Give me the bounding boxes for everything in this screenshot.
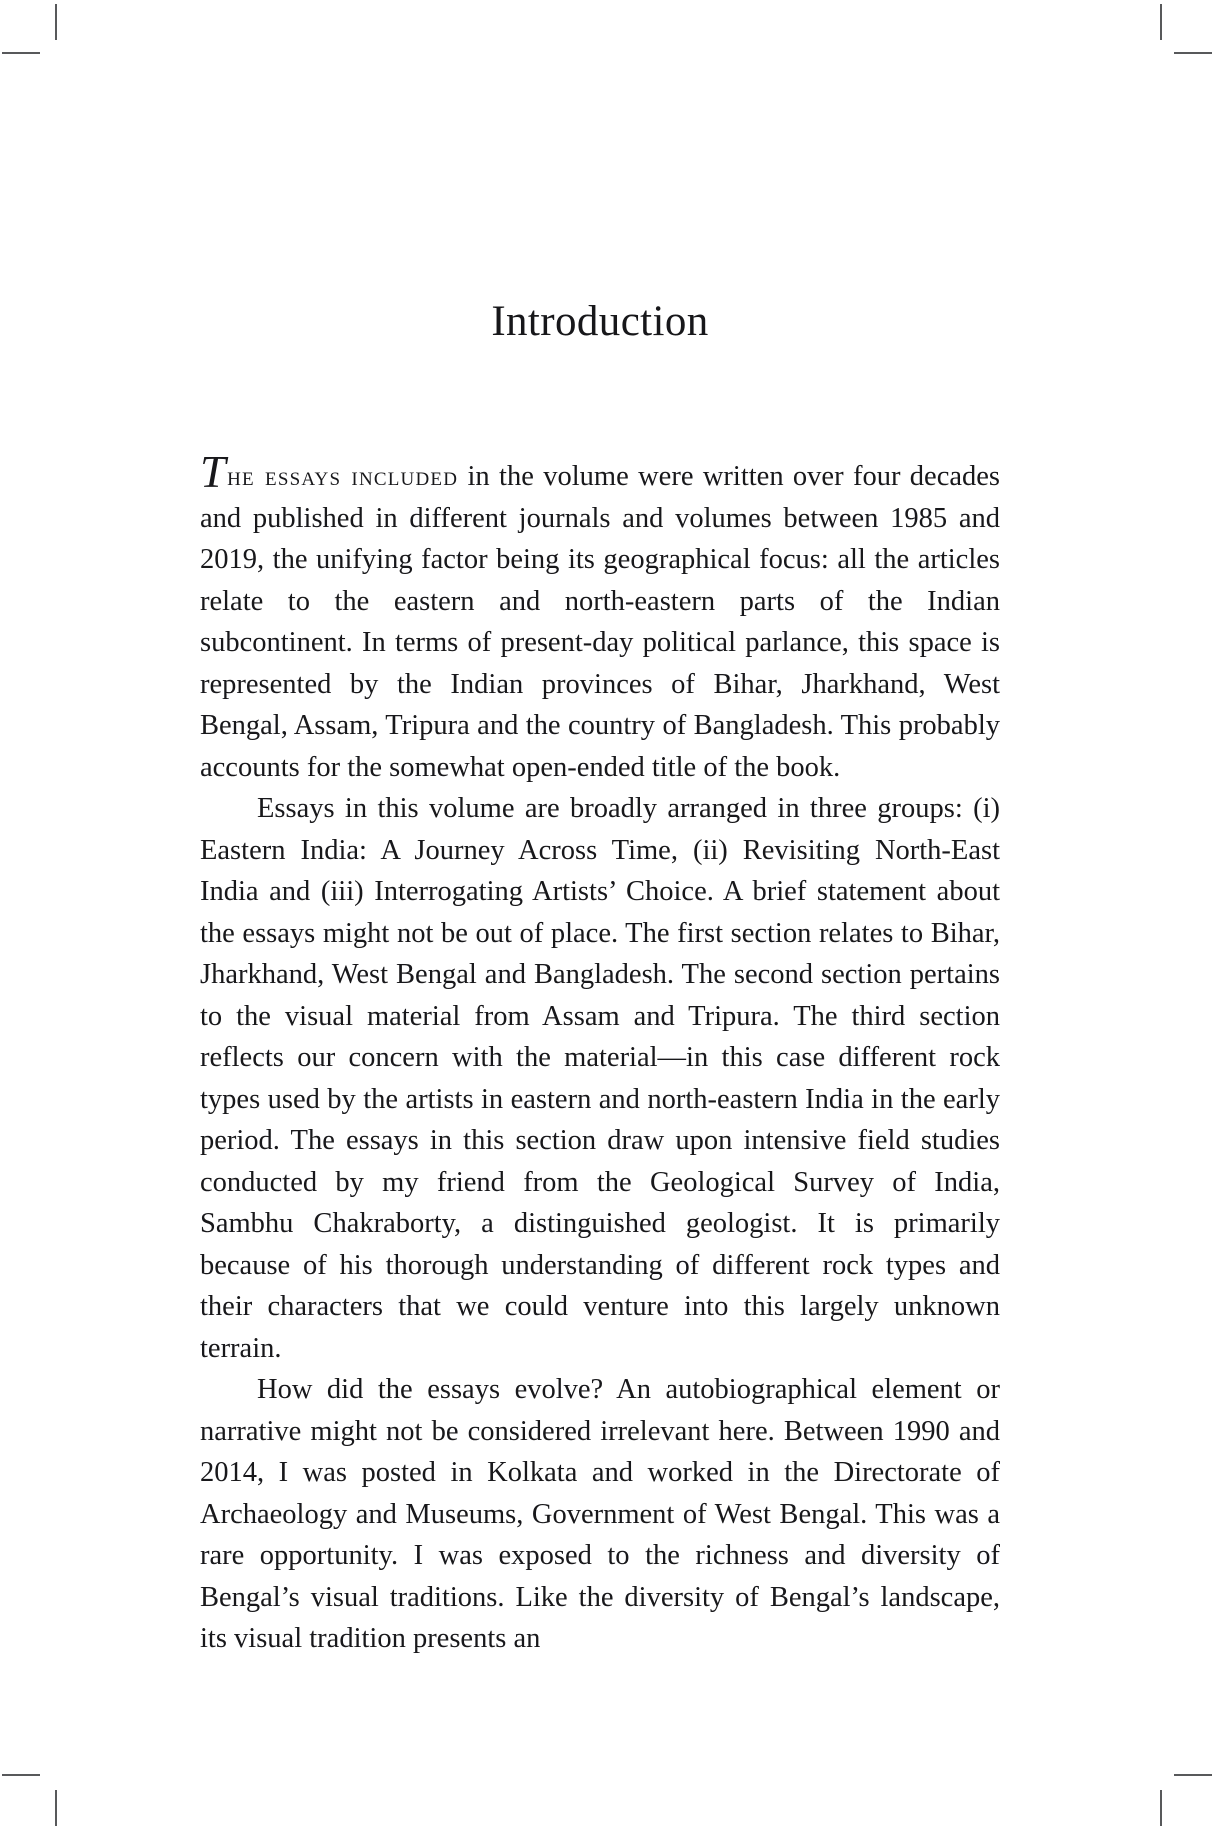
crop-mark-top-right-vertical — [1160, 4, 1162, 40]
initial-capital: T — [200, 446, 227, 497]
crop-mark-bottom-right-vertical — [1160, 1790, 1162, 1826]
opening-small-caps: he essays included — [227, 461, 459, 491]
chapter-title: Introduction — [491, 298, 709, 345]
crop-mark-bottom-right-horizontal — [1174, 1774, 1212, 1776]
text-column — [200, 0, 1000, 1660]
body-text — [200, 446, 1000, 1660]
paragraph-3: How did the essays evolve? An autobiographical element or narrative might not be considered irrelevant here. Between 1990 and 2014, I was posted in Kolkata and worked in the Directorate of Archaeology and Museums, Government of West Bengal. This was a rare opportunity. I was exposed to the richness and diversity of Bengal’s visual traditions. Like the diversity of Bengal’s landscape, its visual tradition presents an — [200, 1374, 1000, 1654]
crop-mark-top-left-horizontal — [2, 52, 40, 54]
crop-mark-bottom-left-vertical — [55, 1790, 57, 1826]
crop-mark-top-left-vertical — [55, 4, 57, 40]
crop-mark-top-right-horizontal — [1174, 52, 1212, 54]
paragraph-1 — [200, 446, 1000, 788]
paragraph-2: Essays in this volume are broadly arranged in three groups: (i) Eastern India: A Journey Across Time, (ii) Revisiting North-East India and (iii) Interrogating Artists’ Choice. A brief statement about the essays might not be out of place. The first section relates to Bihar, Jharkhand, West Bengal and Bangladesh. The second section pertains to the visual material from Assam and Tripura. The third section reflects our concern with the material—in this case different rock types used by the artists in eastern and north-eastern India in the early period. The essays in this section draw upon intensive field studies conducted by my friend from the Geological Survey of India, Sambhu Chakraborty, a distinguished geologist. It is primarily because of his thorough understanding of different rock types and their characters that we could venture into this largely unknown terrain. — [200, 793, 1000, 1364]
paragraph-1-text: in the volume were written over four decades and published in different journals and volumes between 1985 and 2019, the unifying factor being its geographical focus: all the articles relate to the eastern and north-eastern parts of the Indian subcontinent. In terms of present-day political parlance, this space is represented by the Indian provinces of Bihar, Jharkhand, West Bengal, Assam, Tripura and the country of Bangladesh. This probably accounts for the somewhat open-ended title of the book. — [200, 461, 1000, 783]
crop-mark-bottom-left-horizontal — [2, 1774, 40, 1776]
